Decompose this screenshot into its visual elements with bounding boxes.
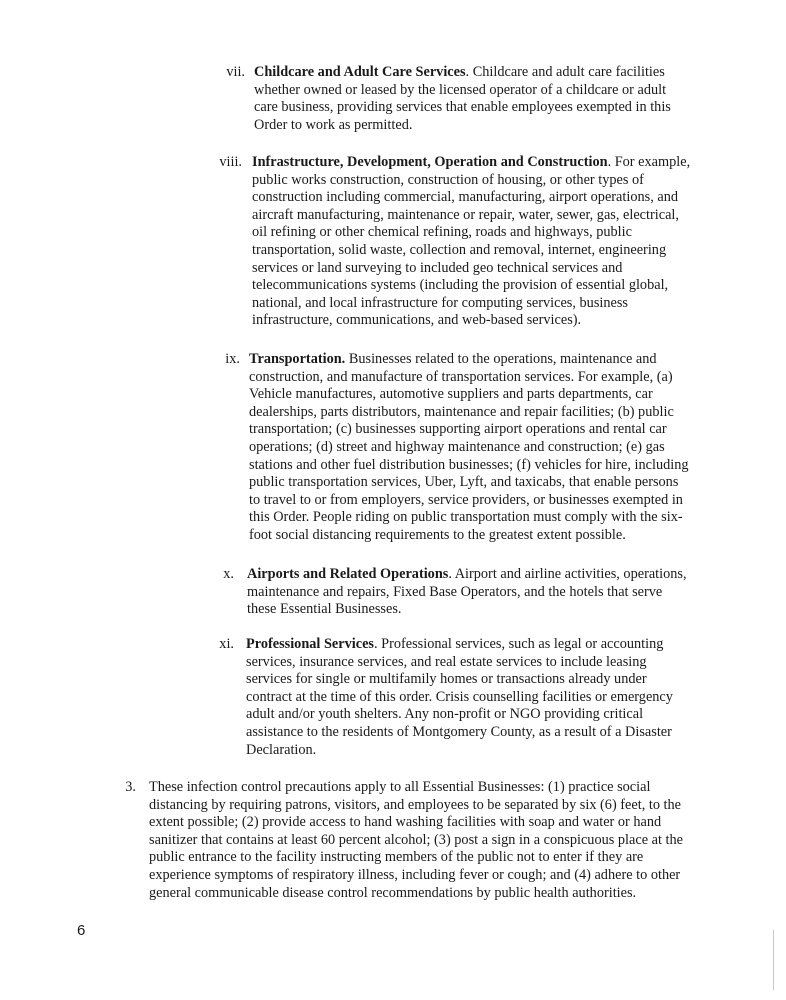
item-body	[246, 636, 686, 759]
item-text: . For example, public works construction, construction of housing, or other types of construction including commercial, manufacturing, airport operations, and aircraft manufacturing, maintenance or repair, water, sewer, gas, electrical, oil refining or other chemical refining, roads and highways, public transportation, solid waste, collection and removal, internet, engineering services or land surveying to included geo technical services and telecommunications systems (including the provision of essential global, national, and local infrastructure for computing services, business infrastructure, communications, and web-based services).	[252, 154, 691, 329]
item-text: Businesses related to the operations, maintenance and construction, and manufacture of transportation services. For example, (a) Vehicle manufactures, automotive suppliers and parts departments, car dealerships, parts distributors, maintenance and repair facilities; (b) public transportation; (c) businesses supporting airport operations and rental car operations; (d) street and highway maintenance and construction; (e) gas stations and other fuel distribution businesses; (f) vehicles for hire, including public transportation services, Uber, Lyft, and taxicabs, that enable persons to travel to or from employers, service providers, or businesses exempted in this Order. People riding on public transportation must comply with the six-foot social distancing requirements to the greatest extent possible.	[249, 351, 689, 543]
item-title: Airports and Related Operations	[247, 566, 449, 582]
page-number: 6	[77, 922, 86, 939]
paragraph-text: These infection control precautions apply to all Essential Businesses: (1) practice social distancing by requiring patrons, visitors, and employees to be separated by six (6) feet, to the extent possible; (2) provide access to hand washing facilities with soap and water or hand sanitizer that contains at least 60 percent alcohol; (3) post a sign in a conspicuous place at the public entrance to the facility instructing members of the public not to enter if they are experience symptoms of respiratory illness, including fever or cough; and (4) adhere to other general communicable disease control recommendations by public health authorities.	[149, 779, 683, 901]
item-title: Infrastructure, Development, Operation and Construction	[252, 154, 608, 170]
item-title: Childcare and Adult Care Services	[254, 64, 466, 80]
item-body	[252, 154, 692, 330]
item-number: ix.	[225, 351, 240, 367]
item-number: x.	[223, 566, 234, 582]
item-body	[254, 64, 692, 134]
item-number: xi.	[219, 636, 234, 652]
scan-edge-mark	[773, 930, 774, 990]
item-number: vii.	[226, 64, 245, 80]
item-text: . Airport and airline activities, operations, maintenance and repairs, Fixed Base Operators, and the hotels that serve these Essential Businesses.	[247, 566, 687, 618]
item-title: Transportation.	[249, 351, 346, 367]
item-number: viii.	[219, 154, 242, 170]
item-body	[249, 351, 689, 545]
item-title: Professional Services	[246, 636, 374, 652]
item-text: . Professional services, such as legal or accounting services, insurance services, and real estate services to include leasing services for single or multifamily homes or transactions already under contract at the time of this order. Crisis counselling facilities or emergency adult and/or youth shelters. Any non-profit or NGO providing critical assistance to the residents of Montgomery County, as a result of a Disaster Declaration.	[246, 636, 673, 758]
item-body	[247, 566, 689, 619]
item-text: . Childcare and adult care facilities whether owned or leased by the licensed operator of a childcare or adult care business, providing services that enable employees exempted in this Order to work as permitted.	[254, 64, 671, 133]
paragraph-number: 3.	[125, 779, 136, 795]
